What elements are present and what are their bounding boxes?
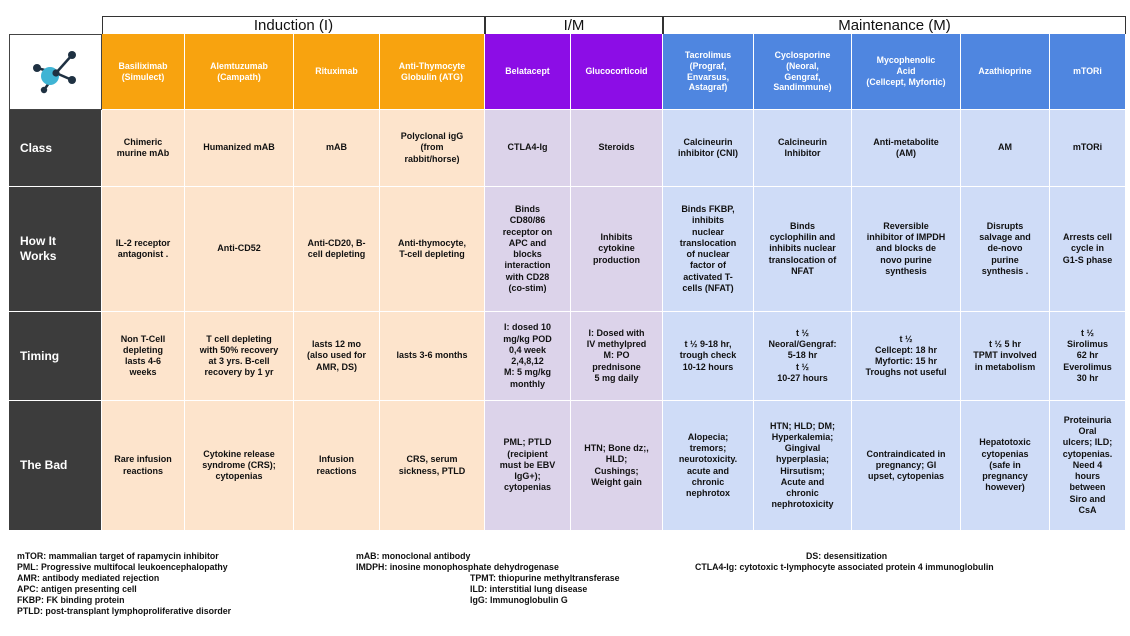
drug-rituximab: Rituximab bbox=[294, 34, 380, 110]
table-cell: PML; PTLD (recipient must be EBV IgG+); cytopenias bbox=[485, 401, 571, 531]
table-cell: Disrupts salvage and de-novo purine synthesis . bbox=[961, 187, 1050, 312]
molecule-network-icon bbox=[9, 34, 102, 110]
table-cell: HTN; Bone dz;, HLD; Cushings; Weight gain bbox=[571, 401, 663, 531]
drug-alemtuzumab: Alemtuzumab (Campath) bbox=[185, 34, 294, 110]
table-cell: mAB bbox=[294, 110, 380, 187]
table-cell: Anti-CD20, B- cell depleting bbox=[294, 187, 380, 312]
drug-tacrolimus: Tacrolimus (Prograf, Envarsus, Astagraf) bbox=[663, 34, 754, 110]
table-cell: Hepatotoxic cytopenias (safe in pregnancy however) bbox=[961, 401, 1050, 531]
drug-basiliximab: Basiliximab (Simulect) bbox=[102, 34, 185, 110]
table-cell: Non T-Cell depleting lasts 4-6 weeks bbox=[102, 312, 185, 401]
table-cell: Binds cyclophilin and inhibits nuclear translocation of NFAT bbox=[754, 187, 852, 312]
drug-belatacept: Belatacept bbox=[485, 34, 571, 110]
table-cell: Inhibits cytokine production bbox=[571, 187, 663, 312]
row-label-timing: Timing bbox=[9, 312, 102, 401]
table-cell: t ½ 5 hr TPMT involved in metabolism bbox=[961, 312, 1050, 401]
table-cell: Rare infusion reactions bbox=[102, 401, 185, 531]
table-cell: Anti-metabolite (AM) bbox=[852, 110, 961, 187]
table-cell: t ½ Sirolimus 62 hr Everolimus 30 hr bbox=[1050, 312, 1126, 401]
table-cell: mTORi bbox=[1050, 110, 1126, 187]
table-cell: Humanized mAB bbox=[185, 110, 294, 187]
table-cell: t ½ Cellcept: 18 hr Myfortic: 15 hr Troughs not useful bbox=[852, 312, 961, 401]
group-im: I/M bbox=[485, 16, 663, 34]
table-cell: AM bbox=[961, 110, 1050, 187]
legend-item: CTLA4-Ig: cytotoxic t-lymphocyte associated protein 4 immunoglobulin bbox=[695, 562, 994, 572]
table-cell: Proteinuria Oral ulcers; ILD; cytopenias. Need 4 hours between Siro and CsA bbox=[1050, 401, 1126, 531]
legend-item: PML: Progressive multifocal leukoencephalopathy bbox=[17, 562, 228, 572]
legend-item: IMDPH: inosine monophosphate dehydrogenase bbox=[356, 562, 559, 572]
table-cell: t ½ Neoral/Gengraf: 5-18 hr t ½ 10-27 hours bbox=[754, 312, 852, 401]
table-cell: Chimeric murine mAb bbox=[102, 110, 185, 187]
table-cell: Binds CD80/86 receptor on APC and blocks interaction with CD28 (co-stim) bbox=[485, 187, 571, 312]
table-cell: Cytokine release syndrome (CRS); cytopenias bbox=[185, 401, 294, 531]
group-maintenance: Maintenance (M) bbox=[663, 16, 1126, 34]
drug-azathioprine: Azathioprine bbox=[961, 34, 1050, 110]
row-label-class: Class bbox=[9, 110, 102, 187]
table-cell: Calcineurin Inhibitor bbox=[754, 110, 852, 187]
table-cell: IL-2 receptor antagonist . bbox=[102, 187, 185, 312]
table-cell: Reversible inhibitor of IMPDH and blocks de novo purine synthesis bbox=[852, 187, 961, 312]
table-cell: Calcineurin inhibitor (CNI) bbox=[663, 110, 754, 187]
legend-item: mTOR: mammalian target of rapamycin inhibitor bbox=[17, 551, 219, 561]
table-cell: Anti-thymocyte, T-cell depleting bbox=[380, 187, 485, 312]
drug-mycophenolic-acid: Mycophenolic Acid (Cellcept, Myfortic) bbox=[852, 34, 961, 110]
legend-item: ILD: interstitial lung disease bbox=[470, 584, 588, 594]
drug-glucocorticoid: Glucocorticoid bbox=[571, 34, 663, 110]
table-cell: lasts 3-6 months bbox=[380, 312, 485, 401]
table-cell: Steroids bbox=[571, 110, 663, 187]
table-cell: Contraindicated in pregnancy; GI upset, cytopenias bbox=[852, 401, 961, 531]
table-cell: T cell depleting with 50% recovery at 3 yrs. B-cell recovery by 1 yr bbox=[185, 312, 294, 401]
immunosuppression-table bbox=[9, 16, 1126, 532]
table-cell: Anti-CD52 bbox=[185, 187, 294, 312]
group-induction: Induction (I) bbox=[102, 16, 485, 34]
row-label-how-it-works: How It Works bbox=[9, 187, 102, 312]
legend-item: APC: antigen presenting cell bbox=[17, 584, 137, 594]
table-cell: Arrests cell cycle in G1-S phase bbox=[1050, 187, 1126, 312]
table-cell: I: dosed 10 mg/kg POD 0,4 week 2,4,8,12 M: 5 mg/kg monthly bbox=[485, 312, 571, 401]
legend-item: DS: desensitization bbox=[806, 551, 888, 561]
table-cell: HTN; HLD; DM; Hyperkalemia; Gingival hyperplasia; Hirsutism; Acute and chronic nephrotoxicity bbox=[754, 401, 852, 531]
drug-cyclosporine: Cyclosporine (Neoral, Gengraf, Sandimmune) bbox=[754, 34, 852, 110]
legend-item: AMR: antibody mediated rejection bbox=[17, 573, 160, 583]
table-cell: t ½ 9-18 hr, trough check 10-12 hours bbox=[663, 312, 754, 401]
table-cell: Infusion reactions bbox=[294, 401, 380, 531]
legend-item: IgG: Immunoglobulin G bbox=[470, 595, 568, 605]
table-cell: Binds FKBP, inhibits nuclear translocation of nuclear factor of activated T- cells (NFAT) bbox=[663, 187, 754, 312]
table-cell: Alopecia; tremors; neurotoxicity. acute and chronic nephrotox bbox=[663, 401, 754, 531]
table-cell: I: Dosed with IV methylpred M: PO prednisone 5 mg daily bbox=[571, 312, 663, 401]
row-label-the-bad: The Bad bbox=[9, 401, 102, 531]
legend-item: TPMT: thiopurine methyltransferase bbox=[470, 573, 620, 583]
table-cell: lasts 12 mo (also used for AMR, DS) bbox=[294, 312, 380, 401]
legend-item: FKBP: FK binding protein bbox=[17, 595, 125, 605]
drug-atg: Anti-Thymocyte Globulin (ATG) bbox=[380, 34, 485, 110]
drug-mtori: mTORi bbox=[1050, 34, 1126, 110]
abbreviation-legend bbox=[0, 551, 1130, 631]
table-cell: Polyclonal igG (from rabbit/horse) bbox=[380, 110, 485, 187]
legend-item: PTLD: post-transplant lymphoproliferative disorder bbox=[17, 606, 232, 616]
legend-item: mAB: monoclonal antibody bbox=[356, 551, 471, 561]
table-cell: CRS, serum sickness, PTLD bbox=[380, 401, 485, 531]
table-cell: CTLA4-Ig bbox=[485, 110, 571, 187]
